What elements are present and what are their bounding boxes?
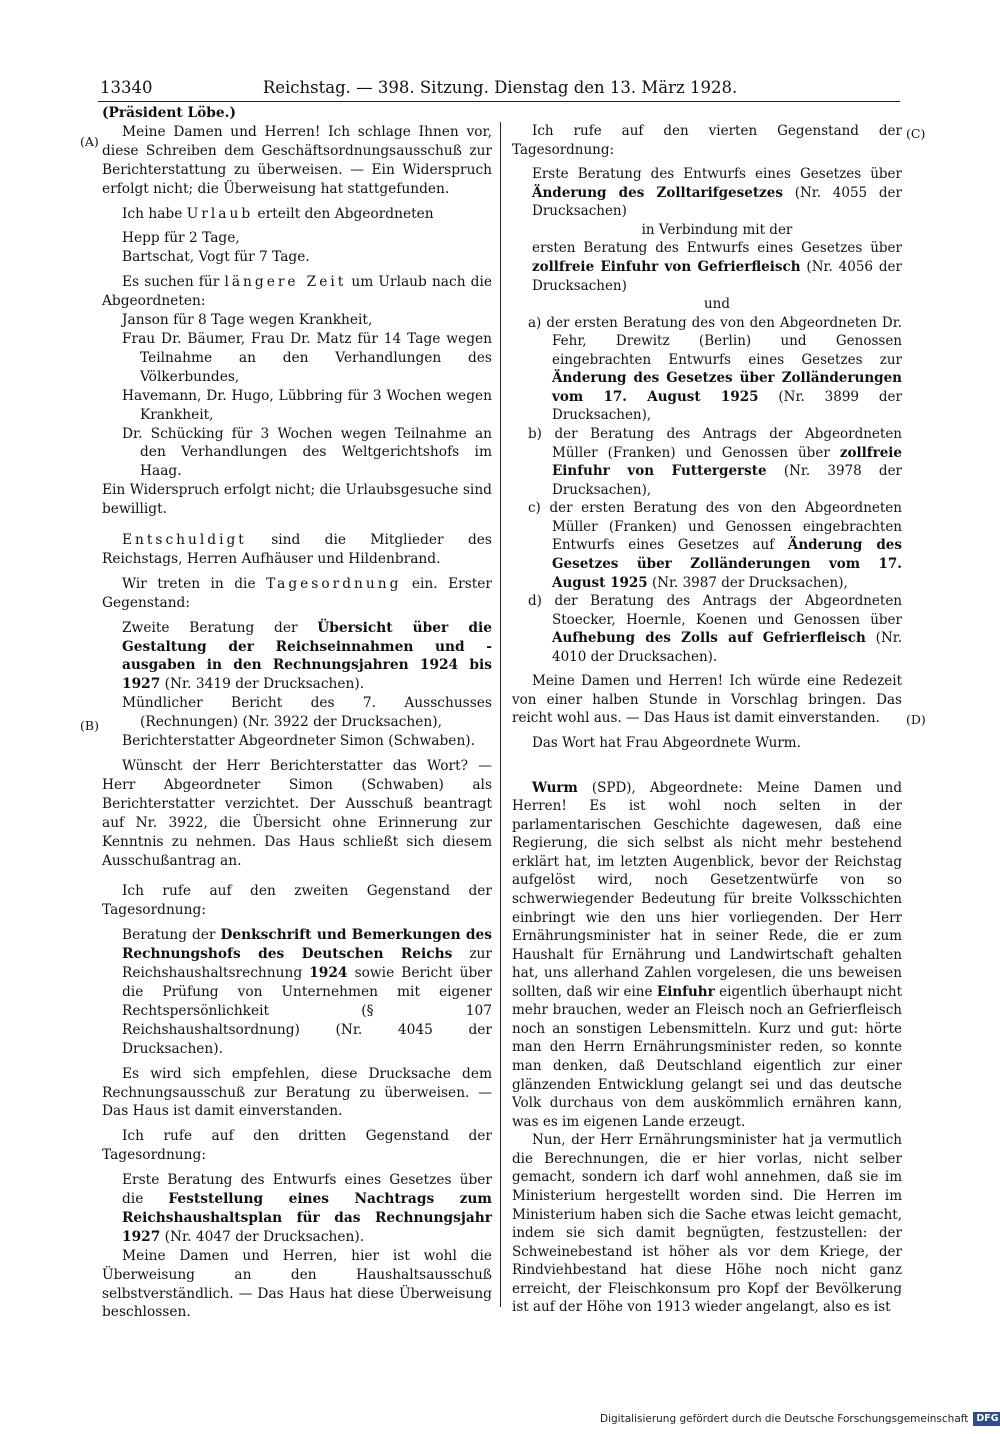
paragraph-urlaub — [102, 205, 492, 224]
agenda-title: Übersicht über die Gestaltung der Reichseinnahmen und -ausgaben in den Rechnungsjahren 1924 bis 1927 — [122, 619, 493, 693]
page-header — [100, 76, 900, 100]
paragraph: Ich rufe auf den vierten Gegenstand der Tagesordnung: — [512, 123, 902, 158]
text: (Nr. 4047 der Drucksachen). — [164, 1228, 365, 1245]
text: ein. Erster Gegenstand: — [102, 575, 492, 611]
item-label: c) — [528, 500, 541, 517]
agenda-title: zollfreie Einfuhr von Gefrierfleisch — [532, 258, 801, 275]
text: ersten Beratung des Entwurfs eines Gesetzes über — [532, 240, 902, 257]
list-item: Havemann, Dr. Hugo, Lübbring für 3 Wochen wegen Krankheit, — [122, 387, 492, 423]
list-item: Frau Dr. Bäumer, Frau Dr. Matz für 14 Tage wegen Teilnahme an den Verhandlungen des Völkerbundes, — [122, 330, 492, 385]
text: sind die Mitglieder des Reichstags, Herren Aufhäuser und Hildenbrand. — [102, 532, 492, 567]
text: um Urlaub nach die Abgeordneten: — [102, 274, 493, 310]
agenda-title: zollfreie Einfuhr von Futtergerste — [552, 444, 903, 480]
list-item: Janson für 8 Tage wegen Krankheit, — [122, 312, 373, 329]
paragraph: Meine Damen und Herren! Ich würde eine Redezeit von einer halben Stunde in Vorschlag bringen. Das reicht wohl aus. — Das Haus ist damit einverstanden. — [512, 673, 902, 727]
text: Beratung der — [122, 927, 216, 944]
list-item: Dr. Schücking für 3 Wochen wegen Teilnahme an den Verhandlungen des Weltgerichtshofs im Haag. — [122, 425, 492, 480]
footer-credit — [600, 1410, 999, 1428]
text: (Nr. 3899 der Drucksachen), — [552, 388, 902, 424]
paragraph: Das Wort hat Frau Abgeordnete Wurm. — [532, 735, 801, 751]
text: sowie Bericht über die Prüfung von Unternehmen mit eigener Rechtspersönlichkeit (§ 107 Reichshaushaltsordnung) (Nr. 4045 der Drucksachen). — [122, 965, 493, 1057]
text: Erste Beratung des Entwurfs eines Gesetzes über — [532, 166, 902, 183]
paragraph: Es wird sich empfehlen, diese Drucksache dem Rechnungsausschuß zur Beratung zu überweisen. — Das Haus ist damit einverstanden. — [102, 1065, 492, 1120]
text: (Nr. 3987 der Drucksachen), — [651, 574, 848, 591]
text: erteilt den Abgeordneten — [257, 205, 434, 222]
text: der ersten Beratung des von den Abgeordneten Dr. Fehr, Drewitz (Berlin) und Genossen eingebrachten Entwurfs eines Gesetzes zur — [546, 314, 902, 368]
sub-item-d — [528, 592, 903, 666]
paragraph: Nun, der Herr Ernährungsminister hat ja vermutlich die Berechnungen, die er hier vorlas, nicht selber gemacht, sondern ich darf wohl annehmen, daß sie im Ministerium hergestellt worden sind. Die Herren im Ministerium haben sich die Sache etwas leicht gemacht, indem sie sich damit begnügten, festzustellen: der Schweinebestand ist höher als vor dem Kriege, der Rindviehbestand hat diese Höhe noch nicht ganz erreicht, der Fleischkonsum pro Kopf der Bevölkerung ist auf der Höhe von 1913 wieder angelangt, also es ist — [512, 1132, 902, 1316]
speaker-label: (Präsident Löbe.) — [102, 105, 236, 121]
text: (Nr. 4056 der Drucksachen) — [532, 258, 902, 294]
text: der ersten Beratung des von den Abgeordneten Müller (Franken) und Genossen eingebrachten Entwurfs eines Gesetzes auf — [549, 500, 902, 554]
text: der Beratung des Antrags der Abgeordneten Müller (Franken) und Genossen über — [552, 426, 903, 461]
item-label: d) — [528, 593, 542, 610]
text: Ich habe — [122, 205, 183, 222]
text: Erste Beratung des Entwurfs eines Gesetzes über die — [122, 1172, 492, 1208]
agenda-item-1 — [122, 619, 492, 695]
agenda-title: Denkschrift und Bemerkungen des Rechnungshofs des Deutschen Reichs — [122, 927, 493, 963]
agenda-title: Änderung des Gesetzes über Zolländerungen vom 17. August 1925 — [552, 537, 902, 591]
paragraph-laenger — [102, 273, 492, 311]
footer-text: Digitalisierung gefördert durch die Deutsche Forschungsgemeinschaft — [600, 1413, 969, 1425]
text: (Nr. 4055 der Drucksachen) — [532, 184, 902, 220]
list-item: Hepp für 2 Tage, — [122, 230, 240, 247]
margin-marker-c: (C) — [906, 126, 926, 141]
paragraph: Ich rufe auf den dritten Gegenstand der Tagesordnung: — [102, 1128, 492, 1164]
paragraph-tagesordnung — [102, 575, 492, 613]
sub-item-b — [528, 425, 903, 499]
paragraph: Ein Widerspruch erfolgt nicht; die Urlaubsgesuche sind bewilligt. — [102, 482, 492, 518]
item-label: a) — [528, 314, 542, 331]
agenda-title: Aufhebung des Zolls auf Gefrierfleisch — [552, 630, 866, 647]
agenda-item-3 — [122, 1171, 492, 1247]
agenda-title: Änderung des Gesetzes über Zolländerungen vom 17. August 1925 — [552, 370, 902, 405]
page-number: 13340 — [100, 78, 153, 97]
text: zur Reichshaushaltsrechnung — [122, 946, 492, 982]
text: (SPD), Abgeordnete: Meine Damen und Herren! Es ist wohl noch selten in der parlamentarischen Geschichte dagewesen, daß eine Regierung, die sich selbst als nicht mehr bestehend erklärt hat, im letzten Augenblick, bevor der Reichstag aufgelöst wird, noch Gesetzentwürfe von so schwerwiegender Bedeutung für breite Volksschichten einbringt wie den uns hier vorliegenden. Der Herr Ernährungsminister hat in seiner Rede, die er zum Haushalt für Ernährung und Landwirtschaft gehalten hat, uns allerhand Zahlen vorgelesen, die uns beweisen sollten, daß wir eine — [512, 779, 902, 1000]
spaced-term: Entschuldigt — [122, 532, 247, 549]
text: Wir treten in die — [122, 575, 256, 592]
right-column — [512, 104, 902, 1317]
text: eigentlich überhaupt nicht mehr brauchen, weder an Fleisch noch an Gefrierfleisch noch an sonstigen Lebensmitteln. Kurz und gut: hörte man den Herrn Ernährungsminister reden, so konnte man denken, daß Deutschland eigentlich zur einer glänzenden Entwicklung gelangt sei und das deutsche Volk durchaus von dem auskömmlich ernähren kann, was es im eigenen Lande erzeugt. — [512, 983, 902, 1130]
agenda-item-4b — [532, 239, 902, 295]
agenda-title: Änderung des Zolltarifgesetzes — [532, 184, 783, 201]
header-rule — [98, 101, 900, 102]
text: (Nr. 3978 der Drucksachen), — [552, 463, 903, 498]
spaced-term: Urlaub — [186, 205, 254, 222]
agenda-title: Feststellung eines Nachtrags zum Reichshaushaltsplan für das Rechnungsjahr 1927 — [122, 1191, 492, 1245]
speaker-name: Wurm — [532, 779, 578, 796]
spaced-term: Tagesordnung — [266, 575, 402, 592]
margin-marker-d: (D) — [906, 712, 926, 727]
list-item: Bartschat, Vogt für 7 Tage. — [122, 249, 310, 266]
sub-item-c — [528, 499, 902, 592]
column-divider — [500, 122, 501, 1307]
text: (Nr. 3419 der Drucksachen). — [164, 676, 365, 693]
dfg-logo: DFG — [973, 1412, 1000, 1426]
agenda-item-2 — [122, 926, 492, 1058]
text: der Beratung des Antrags der Abgeordneten Stoecker, Hoernle, Koenen und Genossen über — [552, 593, 903, 628]
text: (Nr. 4010 der Drucksachen). — [552, 630, 903, 665]
paragraph: Meine Damen und Herren! Ich schlage Ihnen vor, diese Schreiben dem Geschäftsordnungsausschuß zur Berichterstattung zu überweisen. — Ein Widerspruch erfolgt nicht; die Überweisung hat stattgefunden. — [102, 123, 492, 197]
reporter-line: Berichterstatter Abgeordneter Simon (Schwaben). — [122, 733, 476, 750]
connector: in Verbindung mit der — [641, 221, 793, 238]
paragraph: Wünscht der Herr Berichterstatter das Wort? — Herr Abgeordneter Simon (Schwaben) als Berichterstatter verzichtet. Der Ausschuß beantragt auf Nr. 3922, die Übersicht ohne Erinnerung zur Kenntnis zu nehmen. Das Haus schließt sich diesem Ausschußantrag an. — [102, 758, 492, 869]
margin-marker-b: (B) — [80, 718, 99, 733]
running-title: Reichstag. — 398. Sitzung. Dienstag den 13. März 1928. — [262, 78, 738, 97]
text: Es suchen für — [122, 274, 220, 291]
paragraph: Meine Damen und Herren, hier ist wohl die Überweisung an den Haushaltsausschuß selbstverständlich. — Das Haus hat diese Überweisung beschlossen. — [102, 1247, 492, 1321]
agenda-item-4 — [532, 165, 902, 221]
left-column — [102, 104, 492, 1322]
year: 1924 — [309, 965, 348, 982]
emphasis: Einfuhr — [656, 983, 715, 1000]
connector: und — [703, 296, 731, 313]
spaced-term: längere Zeit — [224, 274, 347, 291]
speech-wurm — [512, 779, 902, 1132]
sub-item-a — [528, 314, 902, 425]
text: Zweite Beratung der — [122, 619, 298, 636]
margin-marker-a: (A) — [80, 134, 99, 149]
paragraph-entschuldigt — [102, 531, 492, 569]
report-line: Mündlicher Bericht des 7. Ausschusses (Rechnungen) (Nr. 3922 der Drucksachen), — [122, 695, 492, 731]
paragraph: Ich rufe auf den zweiten Gegenstand der Tagesordnung: — [102, 883, 492, 919]
item-label: b) — [528, 426, 542, 442]
